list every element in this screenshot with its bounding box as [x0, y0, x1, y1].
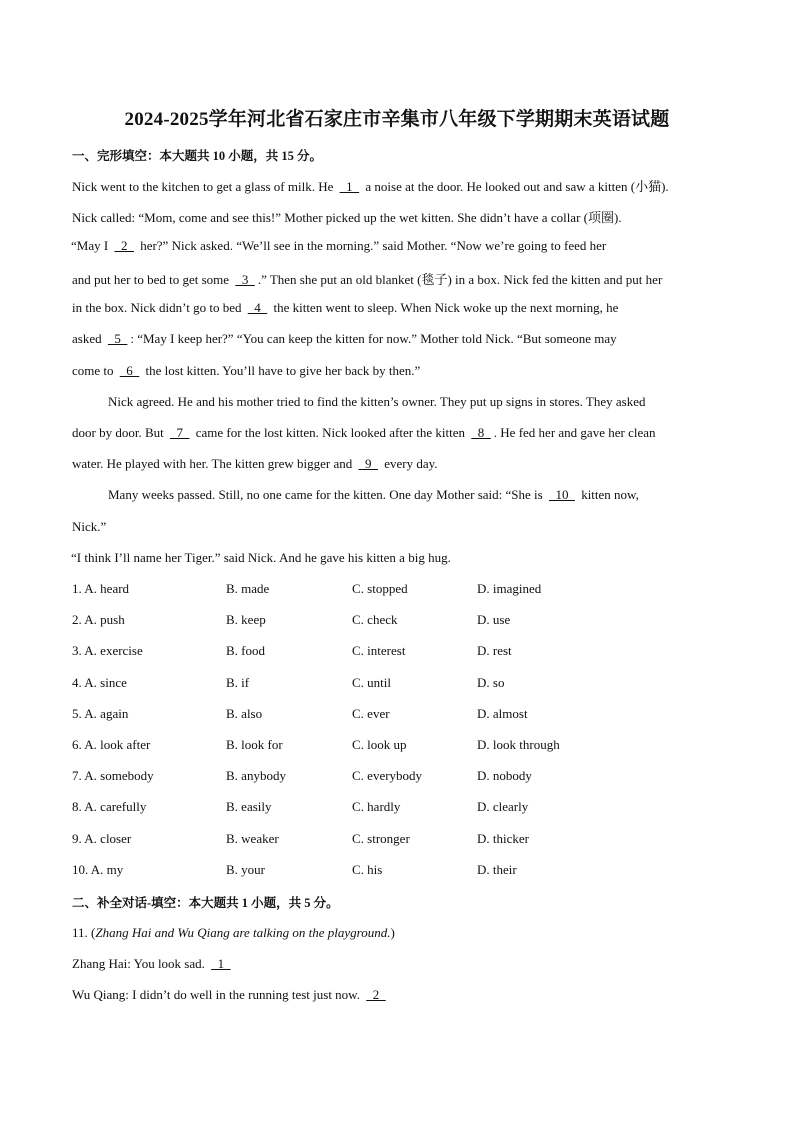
section-2-heading: 二、补全对话-填空：本大题共 1 小题，共 5 分。 [72, 896, 339, 910]
options-q7 [72, 768, 752, 786]
dialog-blank-1: 1 [211, 956, 231, 971]
options-q6 [72, 737, 752, 755]
option-c[interactable]: C. check [352, 612, 398, 627]
options-q10 [72, 862, 752, 880]
option-b[interactable]: B. made [226, 581, 270, 596]
dialog-line-1: Zhang Hai: You look sad. 1 [72, 956, 234, 972]
option-d[interactable]: D. thicker [477, 831, 529, 846]
option-c[interactable]: C. ever [352, 706, 390, 721]
passage-line-3: “May I 2 her?” Nick asked. “We’ll see in the morning.” said Mother. “Now we’re going to feed her [71, 238, 607, 253]
passage-line-4: and put her to bed to get some 3 .” Then she put an old blanket (毯子) in a box. Nick fed the kitten and put her [72, 272, 663, 287]
option-c[interactable]: C. hardly [352, 799, 401, 814]
option-a[interactable]: 10. A. my [72, 862, 124, 877]
option-d[interactable]: D. rest [477, 643, 512, 658]
passage-line-6: asked 5 : “May I keep her?” “You can keep the kitten for now.” Mother told Nick. “But someone may [72, 331, 617, 346]
option-b[interactable]: B. look for [226, 737, 283, 752]
passage-line-11: Many weeks passed. Still, no one came for the kitten. One day Mother said: “She is 10 kitten now, [108, 487, 639, 502]
blank-2: 2 [114, 238, 134, 253]
option-c[interactable]: C. look up [352, 737, 407, 752]
option-b[interactable]: B. anybody [226, 768, 286, 783]
options-q3 [72, 643, 752, 661]
option-d[interactable]: D. almost [477, 706, 528, 721]
passage-line-2: Nick called: “Mom, come and see this!” Mother picked up the wet kitten. She didn’t have a collar (项圈). [72, 210, 622, 225]
option-b[interactable]: B. your [226, 862, 265, 877]
section-1-heading: 一、完形填空：本大题共 10 小题，共 15 分。 [72, 149, 323, 163]
blank-1: 1 [339, 179, 360, 194]
blank-6: 6 [119, 363, 140, 378]
dialog-line-2: Wu Qiang: I didn’t do well in the running test just now. 2 [72, 987, 389, 1003]
option-b[interactable]: B. food [226, 643, 265, 658]
passage-line-1: Nick went to the kitchen to get a glass of milk. He 1 a noise at the door. He looked out and saw a kitten (小猫). [72, 179, 669, 194]
passage-line-5: in the box. Nick didn’t go to bed 4 the kitten went to sleep. When Nick woke up the next morning, he [72, 300, 619, 315]
option-b[interactable]: B. easily [226, 799, 272, 814]
dialog-blank-2: 2 [366, 987, 386, 1002]
option-a[interactable]: 1. A. heard [72, 581, 130, 596]
options-q1 [72, 581, 752, 599]
option-d[interactable]: D. their [477, 862, 517, 877]
option-d[interactable]: D. clearly [477, 799, 529, 814]
passage-line-8: Nick agreed. He and his mother tried to find the kitten’s owner. They put up signs in stores. They asked [108, 394, 646, 409]
blank-7: 7 [169, 425, 190, 440]
option-a[interactable]: 5. A. again [72, 706, 129, 721]
blank-5: 5 [107, 331, 128, 346]
options-q8 [72, 799, 752, 817]
option-c[interactable]: C. his [352, 862, 383, 877]
option-c[interactable]: C. interest [352, 643, 406, 658]
option-d[interactable]: D. so [477, 675, 505, 690]
option-a[interactable]: 4. A. since [72, 675, 127, 690]
option-a[interactable]: 2. A. push [72, 612, 125, 627]
option-c[interactable]: C. stronger [352, 831, 410, 846]
blank-8: 8 [471, 425, 491, 440]
passage-line-9: door by door. But 7 came for the lost kitten. Nick looked after the kitten 8 . He fed her and gave her clean [72, 425, 656, 440]
passage-line-10: water. He played with her. The kitten grew bigger and 9 every day. [72, 456, 438, 471]
option-b[interactable]: B. also [226, 706, 263, 721]
option-b[interactable]: B. keep [226, 612, 266, 627]
blank-4: 4 [247, 300, 268, 315]
options-q9 [72, 831, 752, 849]
question-11-context: 11. (Zhang Hai and Wu Qiang are talking on the playground.) [72, 925, 395, 940]
option-c[interactable]: C. everybody [352, 768, 423, 783]
option-c[interactable]: C. until [352, 675, 392, 690]
passage-line-12: Nick.” [72, 519, 107, 534]
options-q4 [72, 675, 752, 693]
option-b[interactable]: B. if [226, 675, 250, 690]
option-a[interactable]: 6. A. look after [72, 737, 151, 752]
option-d[interactable]: D. nobody [477, 768, 532, 783]
option-b[interactable]: B. weaker [226, 831, 279, 846]
option-d[interactable]: D. look through [477, 737, 560, 752]
blank-3: 3 [235, 272, 255, 287]
page-title: 2024-2025学年河北省石家庄市辛集市八年级下学期期末英语试题 [124, 109, 670, 130]
blank-9: 9 [358, 456, 379, 471]
option-a[interactable]: 7. A. somebody [72, 768, 154, 783]
options-q5 [72, 706, 752, 724]
option-c[interactable]: C. stopped [352, 581, 408, 596]
option-d[interactable]: D. imagined [477, 581, 542, 596]
passage-line-13: “I think I’ll name her Tiger.” said Nick. And he gave his kitten a big hug. [71, 550, 451, 565]
blank-10: 10 [548, 487, 575, 502]
option-a[interactable]: 9. A. closer [72, 831, 132, 846]
option-d[interactable]: D. use [477, 612, 511, 627]
option-a[interactable]: 3. A. exercise [72, 643, 143, 658]
option-a[interactable]: 8. A. carefully [72, 799, 147, 814]
passage-line-7: come to 6 the lost kitten. You’ll have to give her back by then.” [72, 363, 421, 378]
options-q2 [72, 612, 752, 630]
